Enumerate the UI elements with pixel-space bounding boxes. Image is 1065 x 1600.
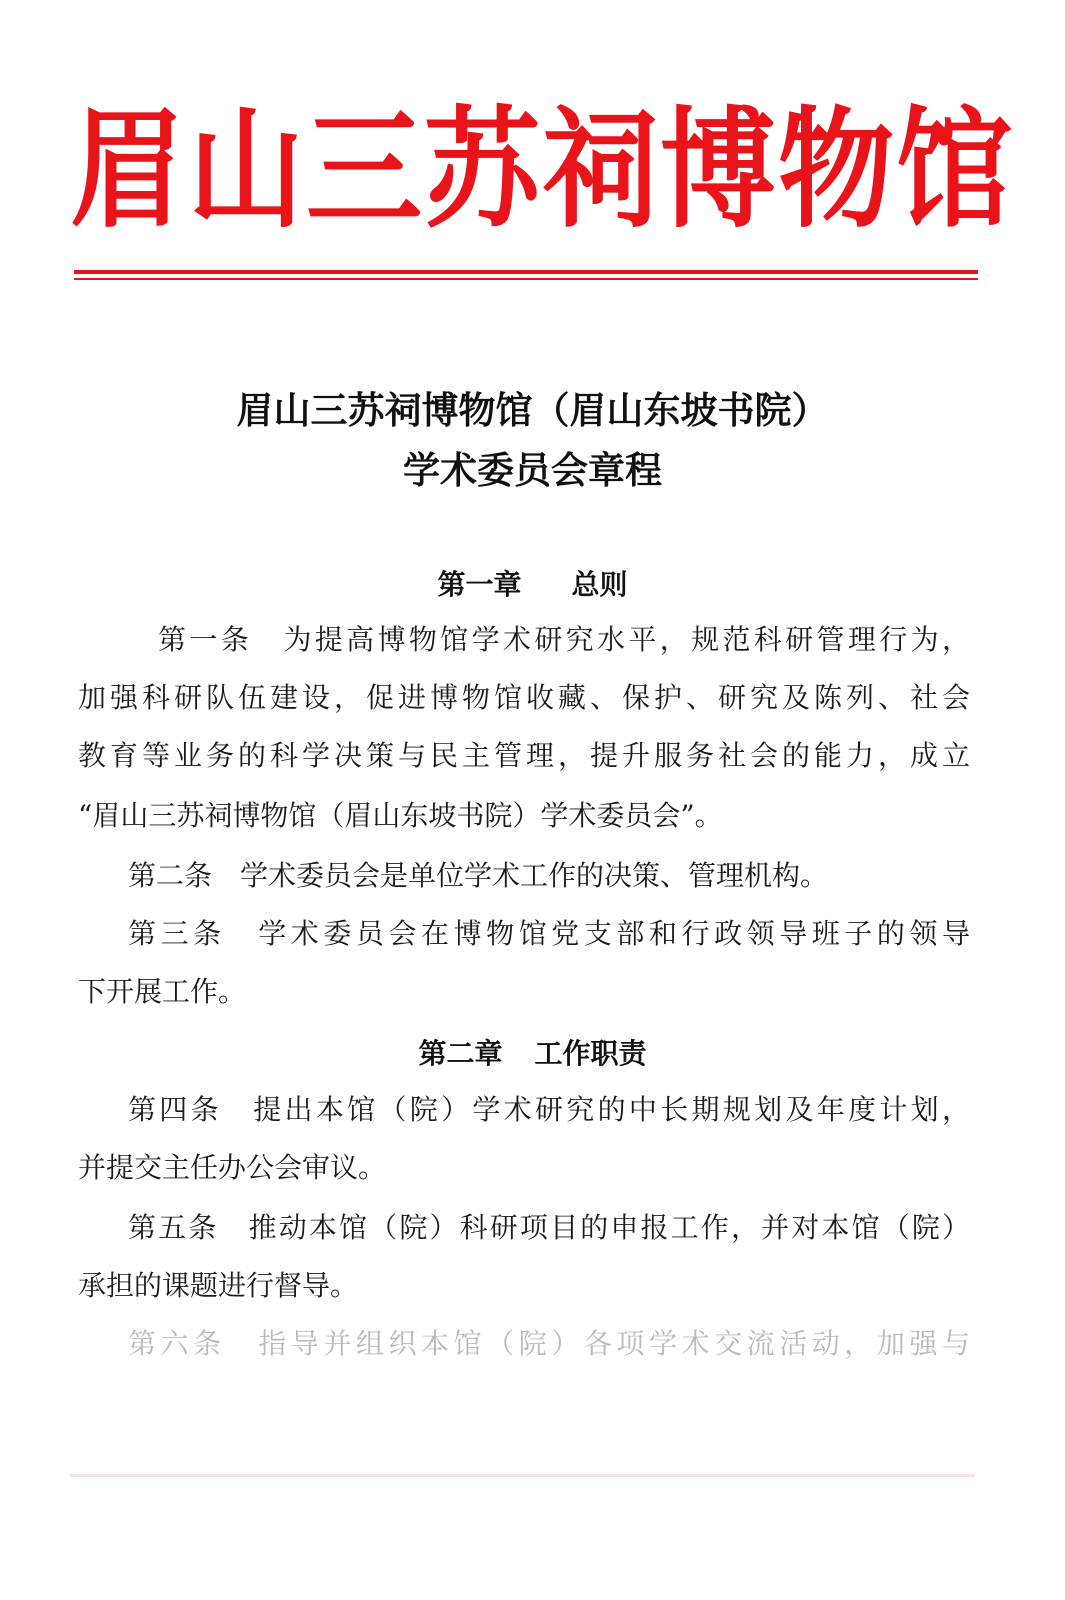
- article-4-line-1: 第四条 提出本馆（院）学术研究的中长期规划及年度计划，: [128, 1093, 970, 1126]
- article-6-line-1: 第六条 指导并组织本馆（院）各项学术交流活动，加强与: [128, 1327, 970, 1360]
- chapter-1-name: 总则: [571, 568, 628, 601]
- chapter-1-heading: [60, 563, 1005, 603]
- document-title-line2: 学术委员会章程: [403, 449, 662, 492]
- chapter-2-number: 第二章: [418, 1037, 503, 1070]
- letterhead-org-name: 眉山三苏祠博物馆: [70, 93, 1014, 247]
- letterhead-rule-thin: [74, 278, 978, 280]
- page-bottom-rule: [70, 1474, 975, 1477]
- article-3-line-1: 第三条 学术委员会在博物馆党支部和行政领导班子的领导: [128, 917, 970, 950]
- chapter-2-name: 工作职责: [534, 1037, 647, 1070]
- chapter-1-number: 第一章: [437, 568, 522, 601]
- chapter-2-heading: [60, 1032, 1005, 1072]
- article-4-line-2: 并提交主任办公会审议。: [78, 1151, 387, 1184]
- article-5-line-1: 第五条 推动本馆（院）科研项目的申报工作，并对本馆（院）: [128, 1211, 970, 1244]
- article-1-line-3: 教育等业务的科学决策与民主管理，提升服务社会的能力，成立: [78, 739, 970, 772]
- article-1-line-2: 加强科研队伍建设，促进博物馆收藏、保护、研究及陈列、社会: [78, 681, 970, 714]
- article-5-line-2: 承担的课题进行督导。: [78, 1269, 359, 1302]
- article-2-line-1: 第二条 学术委员会是单位学术工作的决策、管理机构。: [128, 859, 829, 892]
- article-3-line-2: 下开展工作。: [78, 975, 247, 1008]
- document-title-line1: 眉山三苏祠博物馆（眉山东坡书院）: [236, 389, 829, 432]
- article-1-line-1: 第一条 为提高博物馆学术研究水平，规范科研管理行为，: [158, 623, 970, 656]
- article-1-line-4: “眉山三苏祠博物馆（眉山东坡书院）学术委员会”。: [78, 799, 723, 832]
- letterhead-rule-thick: [74, 270, 978, 274]
